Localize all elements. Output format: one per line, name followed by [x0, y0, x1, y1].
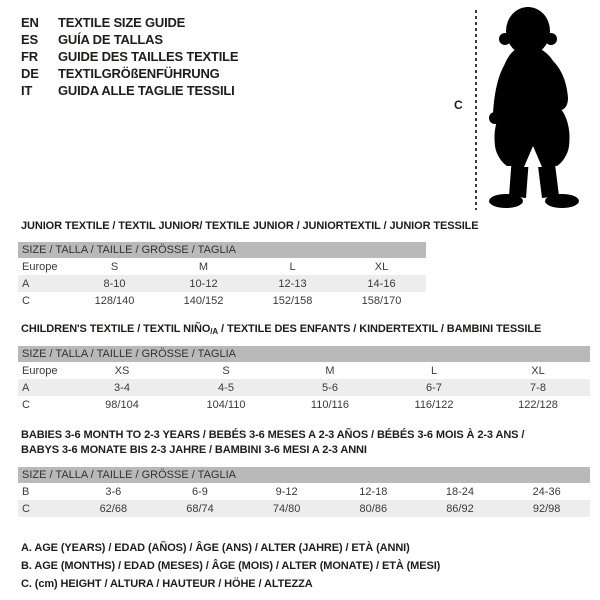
cell: 122/128	[518, 398, 558, 411]
table-row-age	[18, 379, 590, 396]
babies-textile-section	[0, 428, 600, 517]
cell: 8-10	[103, 277, 126, 290]
row-label: C	[22, 294, 30, 307]
row-label: C	[22, 398, 30, 411]
footnote-b: B. AGE (MONTHS) / EDAD (MESES) / ÂGE (MOIS) / ALTER (MONATE) / ETÀ (MESI)	[21, 560, 441, 572]
children-heading-part2: / TEXTILE DES ENFANTS / KINDERTEXTIL / BAMBINI TESSILE	[218, 323, 542, 335]
cell: 3-4	[114, 381, 130, 394]
height-measure-figure	[450, 4, 590, 214]
junior-size-table	[18, 242, 426, 309]
row-label: C	[22, 502, 30, 515]
junior-textile-section	[0, 219, 600, 309]
table-row-europe	[18, 362, 590, 379]
cell: 6-9	[192, 485, 208, 498]
lang-code: ES	[21, 32, 38, 47]
row-label: B	[22, 485, 30, 498]
lang-code: EN	[21, 15, 39, 30]
lang-label: TEXTILE SIZE GUIDE	[58, 15, 186, 30]
cell: 80/86	[359, 502, 388, 515]
cell: 12-18	[359, 485, 388, 498]
cell: 62/68	[99, 502, 128, 515]
footnote-a: A. AGE (YEARS) / EDAD (AÑOS) / ÂGE (ANS) / ALTER (JAHRE) / ETÀ (ANNI)	[21, 542, 410, 554]
cell: 68/74	[186, 502, 214, 515]
babies-heading-line2: BABYS 3-6 MONATE BIS 2-3 JAHRE / BAMBINI 3-6 MESI A 2-3 ANNI	[21, 444, 367, 456]
cell: M	[198, 260, 209, 273]
cell: 5-6	[322, 381, 338, 394]
cell: S	[222, 364, 230, 377]
size-header-bar: SIZE / TALLA / TAILLE / GRÖSSE / TAGLIA	[18, 467, 590, 483]
cell: 12-13	[278, 277, 307, 290]
children-heading-part1: CHILDREN'S TEXTILE / TEXTIL NIÑO	[21, 323, 211, 335]
cell: 158/170	[361, 294, 402, 307]
lang-code: DE	[21, 66, 39, 81]
cell: 86/92	[446, 502, 474, 515]
row-label: Europe	[22, 364, 58, 377]
cell: 92/98	[532, 502, 561, 515]
cell: L	[430, 364, 438, 377]
lang-label: GUIDA ALLE TAGLIE TESSILI	[58, 83, 235, 98]
footnote-c: C. (cm) HEIGHT / ALTURA / HAUTEUR / HÖHE / ALTEZZA	[21, 578, 313, 590]
measure-c-label: C	[454, 98, 463, 112]
row-label: A	[22, 381, 30, 394]
cell: 24-36	[532, 485, 561, 498]
table-row-age	[18, 275, 426, 292]
cell: 3-6	[105, 485, 122, 498]
cell: 128/140	[94, 294, 135, 307]
cell: 10-12	[189, 277, 218, 290]
cell: 98/104	[105, 398, 139, 411]
babies-heading-line1: BABIES 3-6 MONTH TO 2-3 YEARS / BEBÉS 3-6 MESES A 2-3 AÑOS / BÉBÉS 3-6 MOIS À 2-3 ANS /	[21, 429, 525, 441]
children-size-table	[18, 346, 590, 413]
cell: 74/80	[272, 502, 301, 515]
cell: XL	[374, 260, 389, 273]
table-row-height	[18, 500, 590, 517]
babies-size-table	[18, 467, 590, 517]
cell: 140/152	[183, 294, 224, 307]
lang-label: TEXTILGRÖßENFÜHRUNG	[58, 66, 220, 81]
lang-code: IT	[21, 83, 33, 98]
cell: XL	[531, 364, 545, 377]
table-row-height	[18, 396, 590, 413]
table-row-europe	[18, 258, 426, 275]
cell: M	[325, 364, 335, 377]
cell: 4-5	[218, 381, 234, 394]
baby-silhouette-icon	[480, 6, 585, 211]
cell: 104/110	[206, 398, 246, 411]
cell: 6-7	[426, 381, 442, 394]
size-header-bar: SIZE / TALLA / TAILLE / GRÖSSE / TAGLIA	[18, 346, 590, 362]
lang-code: FR	[21, 49, 38, 64]
children-heading	[21, 322, 600, 337]
row-label: A	[22, 277, 30, 290]
cell: 14-16	[367, 277, 396, 290]
size-header-bar: SIZE / TALLA / TAILLE / GRÖSSE / TAGLIA	[18, 242, 426, 258]
footnotes-block	[21, 539, 600, 593]
table-row-age-months	[18, 483, 590, 500]
cell: XS	[114, 364, 130, 377]
children-textile-section	[0, 322, 600, 413]
cell: 116/122	[414, 398, 454, 411]
row-label: Europe	[22, 260, 58, 273]
cell: 18-24	[445, 485, 475, 498]
dashed-height-line	[475, 10, 477, 210]
cell: 152/158	[272, 294, 313, 307]
lang-label: GUIDE DES TAILLES TEXTILE	[58, 49, 239, 64]
cell: 9-12	[275, 485, 298, 498]
junior-heading: JUNIOR TEXTILE / TEXTIL JUNIOR/ TEXTILE JUNIOR / JUNIORTEXTIL / JUNIOR TESSILE	[21, 220, 479, 232]
cell: 7-8	[530, 381, 546, 394]
cell: 110/116	[310, 398, 350, 411]
children-heading-sub: /A	[210, 327, 219, 336]
cell: L	[289, 260, 296, 273]
lang-label: GUÍA DE TALLAS	[58, 32, 163, 47]
cell: S	[110, 260, 119, 273]
table-row-height	[18, 292, 426, 309]
